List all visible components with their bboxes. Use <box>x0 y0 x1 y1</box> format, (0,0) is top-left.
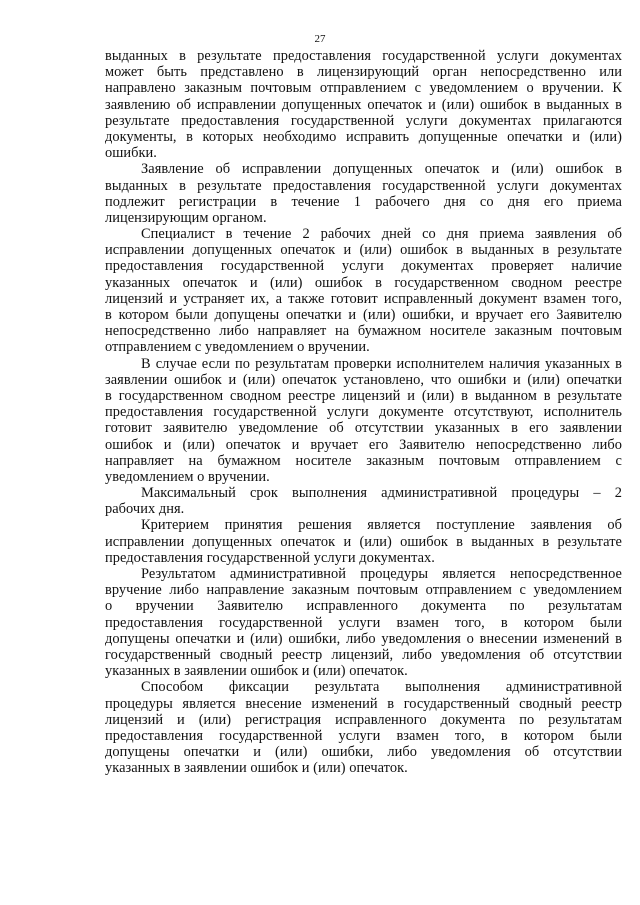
text-line: указанных в заявлении ошибок и (или) опечаток. <box>105 663 408 680</box>
text-line: исправлении допущенных опечаток и (или) ошибок в выданных в результате <box>105 533 622 550</box>
paragraph <box>105 679 622 776</box>
paragraph <box>105 485 622 517</box>
text-line: указанных в заявлении ошибок и (или) опечаток. <box>105 760 408 777</box>
text-line: В случае если по результатам проверки исполнителем наличия указанных в <box>141 355 622 372</box>
text-line: предоставления государственной услуги документах. <box>105 549 435 566</box>
text-line: предоставления государственной услуги документе отсутствуют, исполнитель <box>105 404 622 421</box>
page-number: 27 <box>314 33 326 45</box>
text-line: заявлению об исправлении допущенных опечаток и (или) ошибок в выданных в <box>105 96 622 113</box>
paragraph <box>105 161 622 226</box>
text-line: указанных опечаток и (или) ошибок в государственном сводном реестре <box>105 274 622 291</box>
text-line: в котором были допущены опечатки и (или) ошибки, и вручает его Заявителю <box>105 307 622 323</box>
text-line: выданных в результате предоставления государственной услуги документах <box>105 177 622 194</box>
text-line: готовит заявителю уведомление об отсутствии указанных в его заявлении <box>105 420 622 437</box>
text-line: лицензий и устраняет их, а также готовит исправленный документ взамен того, <box>105 290 622 307</box>
text-line: предоставления государственной услуги взамен того, в котором были <box>105 614 622 631</box>
text-line: лицензий и (или) регистрация исправленного документа по результатам <box>105 711 622 728</box>
text-line: Результатом административной процедуры является непосредственное <box>141 566 622 582</box>
text-line: ошибок и (или) опечаток и вручает его Заявителю непосредственно либо <box>105 436 622 453</box>
text-line: может быть представлено в лицензирующий орган непосредственно или <box>105 64 622 81</box>
text-line: допущены опечатки и (или) ошибки, либо уведомления о внесении изменений в <box>105 630 622 647</box>
text-line: Специалист в течение 2 рабочих дней со дня приема заявления об <box>141 226 622 243</box>
text-line: результате предоставления государственной услуги документах прилагаются <box>105 112 622 129</box>
text-line: о вручении Заявителю исправленного документа по результатам <box>105 598 622 615</box>
text-line: заявлении ошибок и (или) опечаток установлено, что ошибки и (или) опечатки <box>105 371 622 388</box>
text-line: Способом фиксации результата выполнения административной <box>141 679 622 696</box>
text-line: вручение либо направление заказным почтовым отправлением с уведомлением <box>105 582 622 599</box>
text-line: непосредственно либо направляет на бумажном носителе заказным почтовым <box>105 323 622 340</box>
text-line: Максимальный срок выполнения административной процедуры – 2 <box>141 485 622 502</box>
paragraph <box>105 226 622 356</box>
paragraph <box>105 566 622 679</box>
text-line: направлено заказным почтовым отправлением с уведомлением о вручении. К <box>105 80 622 97</box>
text-line: выданных в результате предоставления государственной услуги документах <box>105 48 622 64</box>
text-line: государственный сводный реестр лицензий, либо уведомления об отсутствии <box>105 646 622 663</box>
document-body <box>105 48 622 776</box>
text-line: Заявление об исправлении допущенных опечаток и (или) ошибок в <box>141 161 622 178</box>
text-line: лицензирующим органом. <box>105 209 267 226</box>
text-line: уведомлением о вручении. <box>105 468 270 485</box>
paragraph <box>105 356 622 486</box>
text-line: исправлении допущенных опечаток и (или) ошибок в выданных в результате <box>105 242 622 259</box>
text-line: отправлением с уведомлением о вручении. <box>105 339 370 356</box>
text-line: направляет на бумажном носителе заказным почтовым отправлением с <box>105 452 622 469</box>
text-line: предоставления государственной услуги документах проверяет наличие <box>105 258 622 275</box>
text-line: допущены опечатки и (или) ошибки, либо уведомления об отсутствии <box>105 744 622 761</box>
text-line: рабочих дня. <box>105 501 185 518</box>
paragraph <box>105 48 622 161</box>
text-line: подлежит регистрации в течение 1 рабочего дня со дня его приема <box>105 193 622 210</box>
text-line: Критерием принятия решения является поступление заявления об <box>141 517 622 534</box>
text-line: ошибки. <box>105 145 157 162</box>
text-line: документы, в которых необходимо исправить допущенные опечатки и (или) <box>105 128 622 145</box>
text-line: в государственном сводном реестре лицензий и (или) в выданном в результате <box>105 387 622 404</box>
paragraph <box>105 517 622 566</box>
text-line: предоставления государственной услуги взамен того, в котором были <box>105 727 622 744</box>
text-line: процедуры является внесение изменений в государственный сводный реестр <box>105 695 622 712</box>
